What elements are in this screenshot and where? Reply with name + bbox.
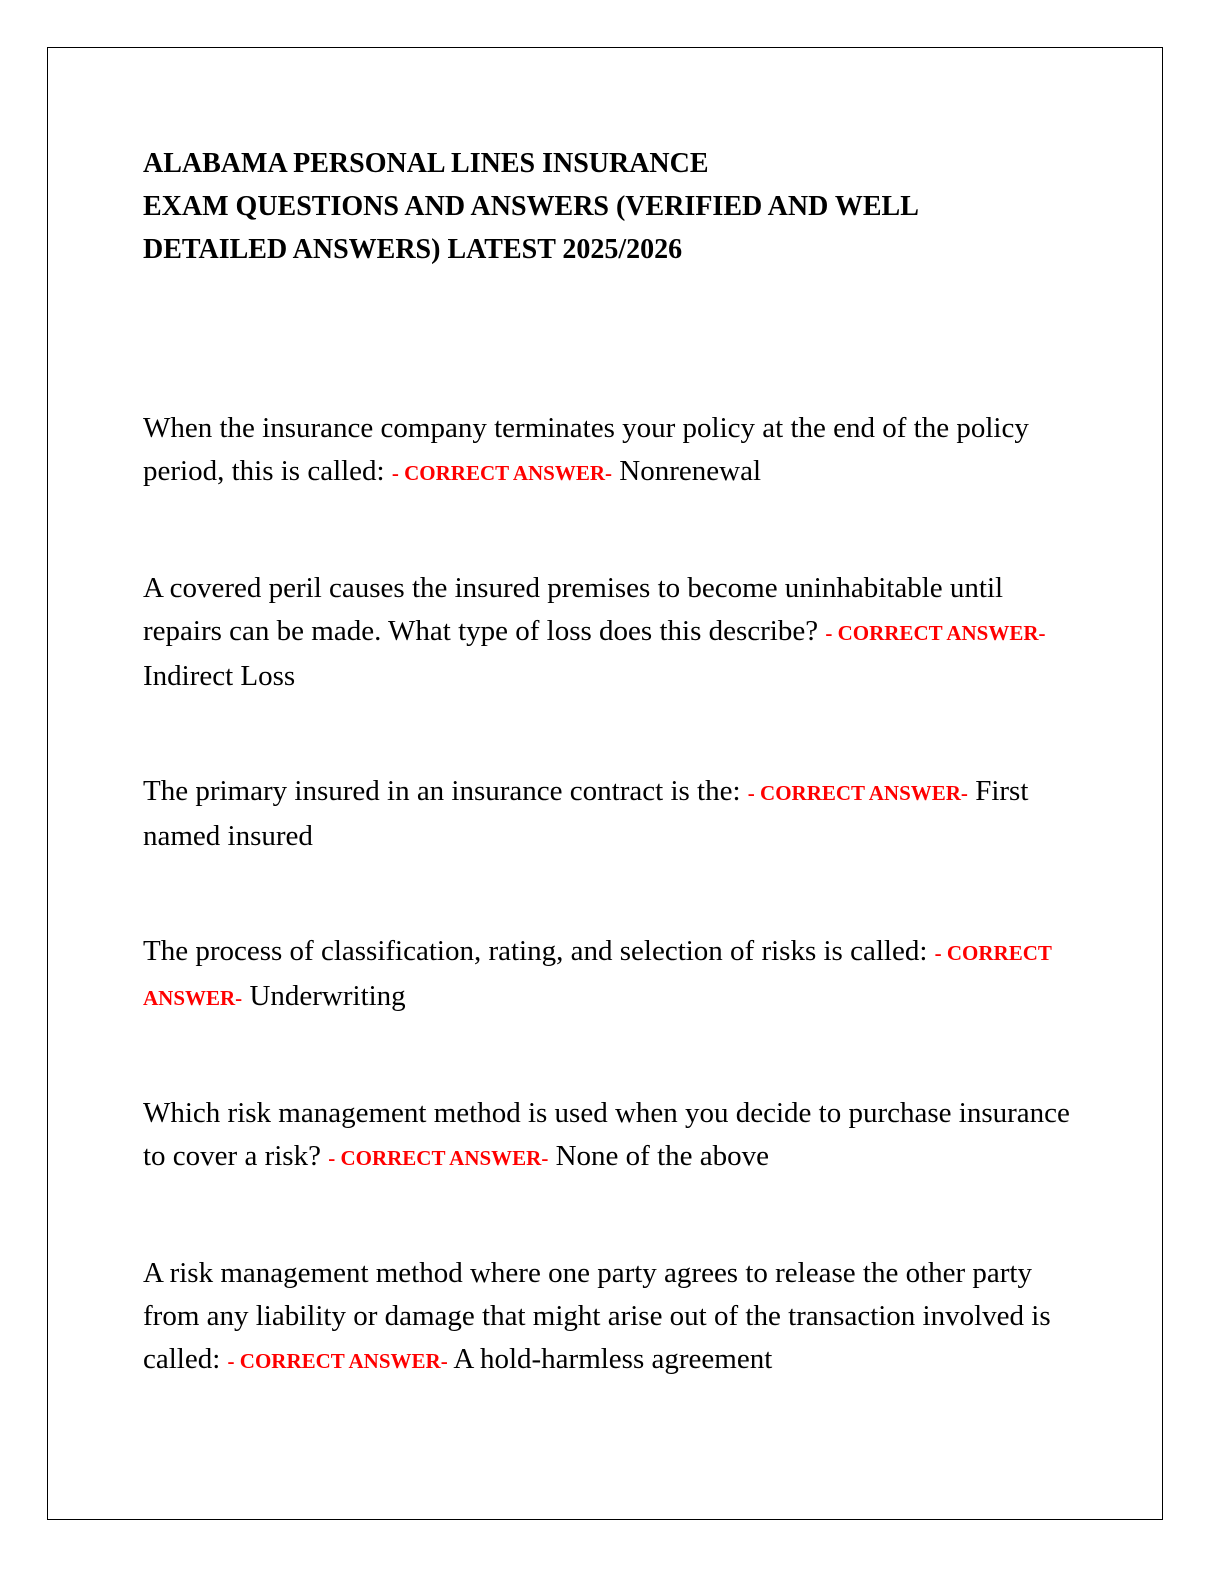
qa-list [143, 407, 1083, 1383]
answer-text: A hold-harmless agreement [453, 1343, 773, 1375]
qa-item [143, 567, 1073, 698]
question-text: The primary insured in an insurance contract is the: [143, 775, 741, 807]
question-text: The process of classification, rating, and selection of risks is called: [143, 935, 928, 967]
title-line-3: DETAILED ANSWERS) LATEST 2025/2026 [143, 234, 683, 265]
correct-answer-marker: - CORRECT ANSWER- [328, 1146, 549, 1170]
title-line-2: EXAM QUESTIONS AND ANSWERS (VERIFIED AND WELL [143, 191, 919, 222]
question-text: Which risk management method is used when you decide to purchase insurance to cover a risk? [143, 1097, 1070, 1172]
answer-text: First named insured [143, 775, 1029, 852]
qa-item [143, 1092, 1073, 1180]
qa-item [143, 770, 1073, 858]
question-text: A risk management method where one party agrees to release the other party from any liability or damage that might arise out of the transaction involved is called: [143, 1257, 1051, 1375]
qa-item [143, 1252, 1073, 1383]
question-text: A covered peril causes the insured premises to become uninhabitable until repairs can be made. What type of loss does this describe? [143, 572, 1004, 647]
correct-answer-marker: - CORRECT ANSWER- [227, 1349, 448, 1373]
qa-item [143, 930, 1073, 1020]
question-text: When the insurance company terminates your policy at the end of the policy period, this is called: [143, 412, 1029, 487]
answer-text: Underwriting [249, 980, 406, 1012]
answer-text: None of the above [555, 1140, 770, 1172]
document-title [143, 142, 1083, 271]
title-line-1: ALABAMA PERSONAL LINES INSURANCE [143, 148, 709, 179]
answer-text: Nonrenewal [619, 455, 761, 487]
correct-answer-marker: - CORRECT ANSWER- [391, 461, 613, 485]
correct-answer-marker: - CORRECT ANSWER- [747, 781, 968, 805]
correct-answer-marker: - CORRECT ANSWER- [143, 941, 1052, 1010]
document-body [143, 142, 1083, 1383]
correct-answer-marker: - CORRECT ANSWER- [825, 621, 1046, 645]
qa-item [143, 407, 1073, 495]
answer-text: Indirect Loss [143, 660, 296, 692]
